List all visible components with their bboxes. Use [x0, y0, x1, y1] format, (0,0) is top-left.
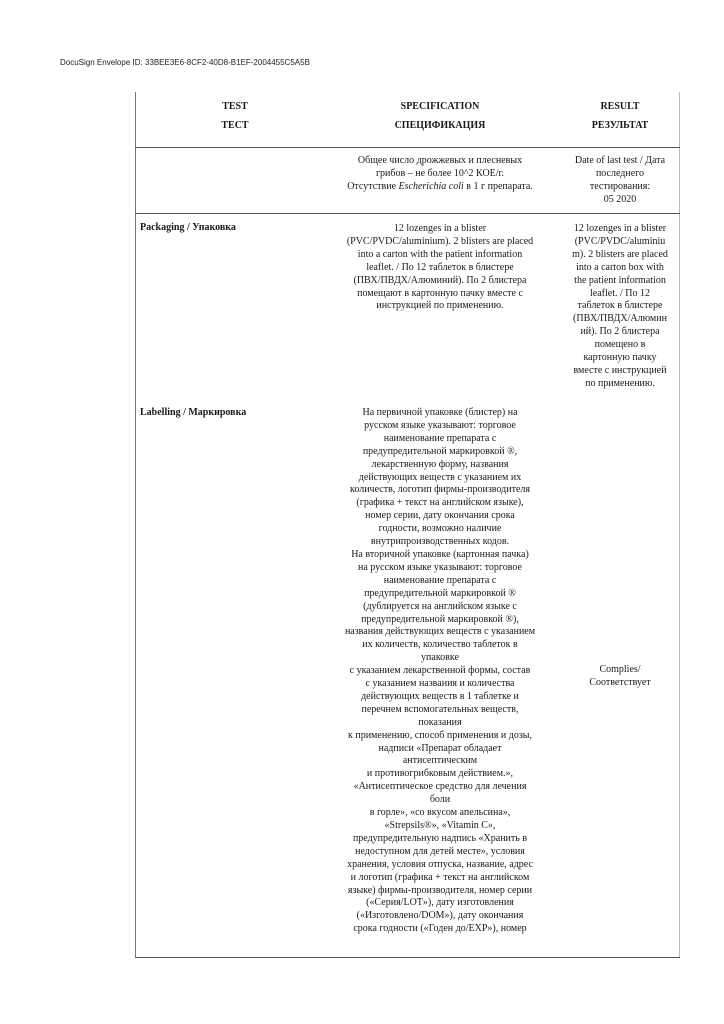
- labelling-spec-line: и логотип (графика + текст на английском: [350, 871, 530, 883]
- labelling-spec-line: количеств, логотип фирмы-производителя: [349, 484, 530, 496]
- micro-result-line: Date of last test / Дата: [574, 155, 666, 166]
- packaging-result-line: the patient information: [574, 274, 666, 286]
- labelling-test: Labelling / Маркировка: [140, 407, 247, 418]
- labelling-spec-line: внутрипроизводственных кодов.: [370, 536, 510, 548]
- header-specification: SPECIFICATION СПЕЦИФИКАЦИЯ: [394, 101, 486, 131]
- table-bottom-border: [135, 957, 680, 958]
- labelling-spec-line: их количеств, количество таблеток в: [362, 639, 518, 651]
- packaging-result-line: (ПВХ/ПВДХ/Алюмин: [573, 313, 667, 325]
- labelling-spec-line: предупредительной маркировкой ®,: [362, 445, 518, 457]
- table-right-border: [679, 92, 680, 958]
- micro-result-line: последнего: [595, 167, 645, 179]
- labelling-spec-line: с указанием названия и количества: [365, 678, 515, 690]
- packaging-spec-line: into a carton with the patient information: [357, 248, 523, 260]
- labelling-spec: [322, 407, 558, 936]
- labelling-spec-line: названия действующих веществ с указанием: [344, 626, 536, 638]
- labelling-spec-line: действующих веществ в 1 таблетке и: [361, 690, 519, 702]
- packaging-result-line: картонную пачку: [583, 352, 657, 364]
- labelling-spec-line: и противогрибковым действием.»,: [366, 768, 514, 780]
- packaging-result-line: по применению.: [585, 377, 655, 389]
- labelling-spec-line: недоступном для детей месте», условия: [355, 845, 525, 857]
- table-left-border: [135, 92, 136, 958]
- packaging-result-line: m). 2 blisters are placed: [572, 248, 668, 260]
- labelling-result-line: Complies/: [599, 664, 641, 675]
- labelling-spec-line: На вторичной упаковке (картонная пачка): [351, 548, 529, 560]
- labelling-spec-line: действующих веществ с указанием их: [358, 471, 522, 483]
- labelling-spec-line: срока годности («Годен до/EXP»), номер: [353, 923, 527, 935]
- labelling-spec-line: упаковке: [421, 652, 459, 664]
- packaging-result-line: вместе с инструкцией: [573, 364, 667, 376]
- header-test: TEST ТЕСТ: [221, 101, 249, 131]
- labelling-spec-line: («Серия/LOT»), дату изготовления: [366, 897, 514, 909]
- packaging-result-line: таблеток в блистере: [577, 300, 663, 312]
- packaging-spec: [322, 223, 558, 313]
- packaging-result-line: помещено в: [594, 339, 646, 351]
- labelling-spec-line: хранения, условия отпуска, название, адрес: [347, 858, 533, 870]
- labelling-spec-line: «Антисептическое средство для лечения: [353, 781, 527, 793]
- labelling-spec-line: русском языке указывают: торговое: [364, 419, 516, 431]
- packaging-result-line: ий). По 2 блистера: [580, 326, 660, 338]
- packaging-spec-line: leaflet. / По 12 таблеток в блистере: [366, 261, 514, 273]
- packaging-spec-line: помещают в картонную пачку вместе с: [357, 287, 523, 299]
- labelling-spec-line: предупредительной маркировкой ®: [364, 587, 516, 599]
- row-divider: [135, 213, 680, 214]
- packaging-spec-line: 12 lozenges in a blister: [393, 223, 487, 234]
- micro-result-line: 05 2020: [603, 193, 637, 205]
- labelling-result-line: Соответствует: [589, 676, 651, 688]
- packaging-result: [560, 223, 680, 391]
- labelling-spec-line: предупредительную надпись «Хранить в: [352, 832, 528, 844]
- labelling-spec-line: с указанием лекарственной формы, состав: [349, 665, 531, 677]
- packaging-spec-line: (ПВХ/ПВДХ/Алюминий). По 2 блистера: [353, 274, 527, 286]
- labelling-spec-line: боли: [429, 794, 451, 806]
- labelling-result: [560, 664, 680, 690]
- labelling-spec-line: (дублируется на английском языке с: [363, 600, 517, 612]
- packaging-result-line: into a carton box with: [576, 261, 664, 273]
- labelling-spec-line: (графика + текст на английском языке),: [356, 497, 524, 509]
- packaging-result-line: leaflet. / По 12: [590, 287, 650, 299]
- labelling-spec-line: наименование препарата с: [383, 432, 497, 444]
- labelling-spec-line: к применению, способ применения и дозы,: [347, 729, 533, 741]
- micro-spec: Общее число дрожжевых и плесневых грибов – не более 10^2 КОЕ/г. Отсутствие Escherichia coli в 1 г препарата.: [347, 155, 533, 192]
- labelling-spec-line: лекарственную форму, названия: [371, 458, 509, 470]
- header-result: RESULT РЕЗУЛЬТАТ: [591, 101, 649, 131]
- micro-result: [560, 155, 680, 207]
- labelling-spec-line: показания: [418, 716, 462, 728]
- labelling-spec-line: («Изготовлено/DOM»), дату окончания: [356, 910, 524, 922]
- labelling-spec-line: в горле», «со вкусом апельсина»,: [369, 807, 511, 819]
- packaging-spec-line: (PVC/PVDC/aluminium). 2 blisters are placed: [346, 235, 534, 247]
- labelling-spec-line: перечнем вспомогательных веществ,: [361, 703, 519, 715]
- labelling-spec-line: антисептическим: [402, 755, 478, 767]
- labelling-spec-line: надписи «Препарат обладает: [378, 742, 502, 754]
- labelling-spec-line: наименование препарата с: [383, 574, 497, 586]
- packaging-test: Packaging / Упаковка: [140, 222, 236, 233]
- packaging-result-line: (PVC/PVDC/aluminiu: [574, 235, 666, 247]
- labelling-spec-line: на русском языке указывают: торговое: [358, 561, 522, 573]
- envelope-id: DocuSign Envelope ID: 33BEE3E6-8CF2-40D8-B1EF-2004455C5A5B: [60, 58, 310, 67]
- labelling-spec-line: На первичной упаковке (блистер) на: [362, 407, 518, 418]
- labelling-spec-line: годности, возможно наличие: [378, 523, 502, 535]
- header-divider: [135, 147, 680, 148]
- labelling-spec-line: «Strepsils®», «Vitamin C»,: [384, 820, 496, 831]
- labelling-spec-line: языке) фирмы-производителя, номер серии: [347, 884, 533, 896]
- labelling-spec-line: номер серии, дату окончания срока: [365, 510, 515, 522]
- packaging-spec-line: инструкцией по применению.: [376, 300, 504, 312]
- labelling-spec-line: предупредительной маркировкой ®),: [361, 613, 519, 625]
- packaging-result-line: 12 lozenges in a blister: [573, 223, 667, 234]
- micro-result-line: тестирования:: [589, 180, 651, 192]
